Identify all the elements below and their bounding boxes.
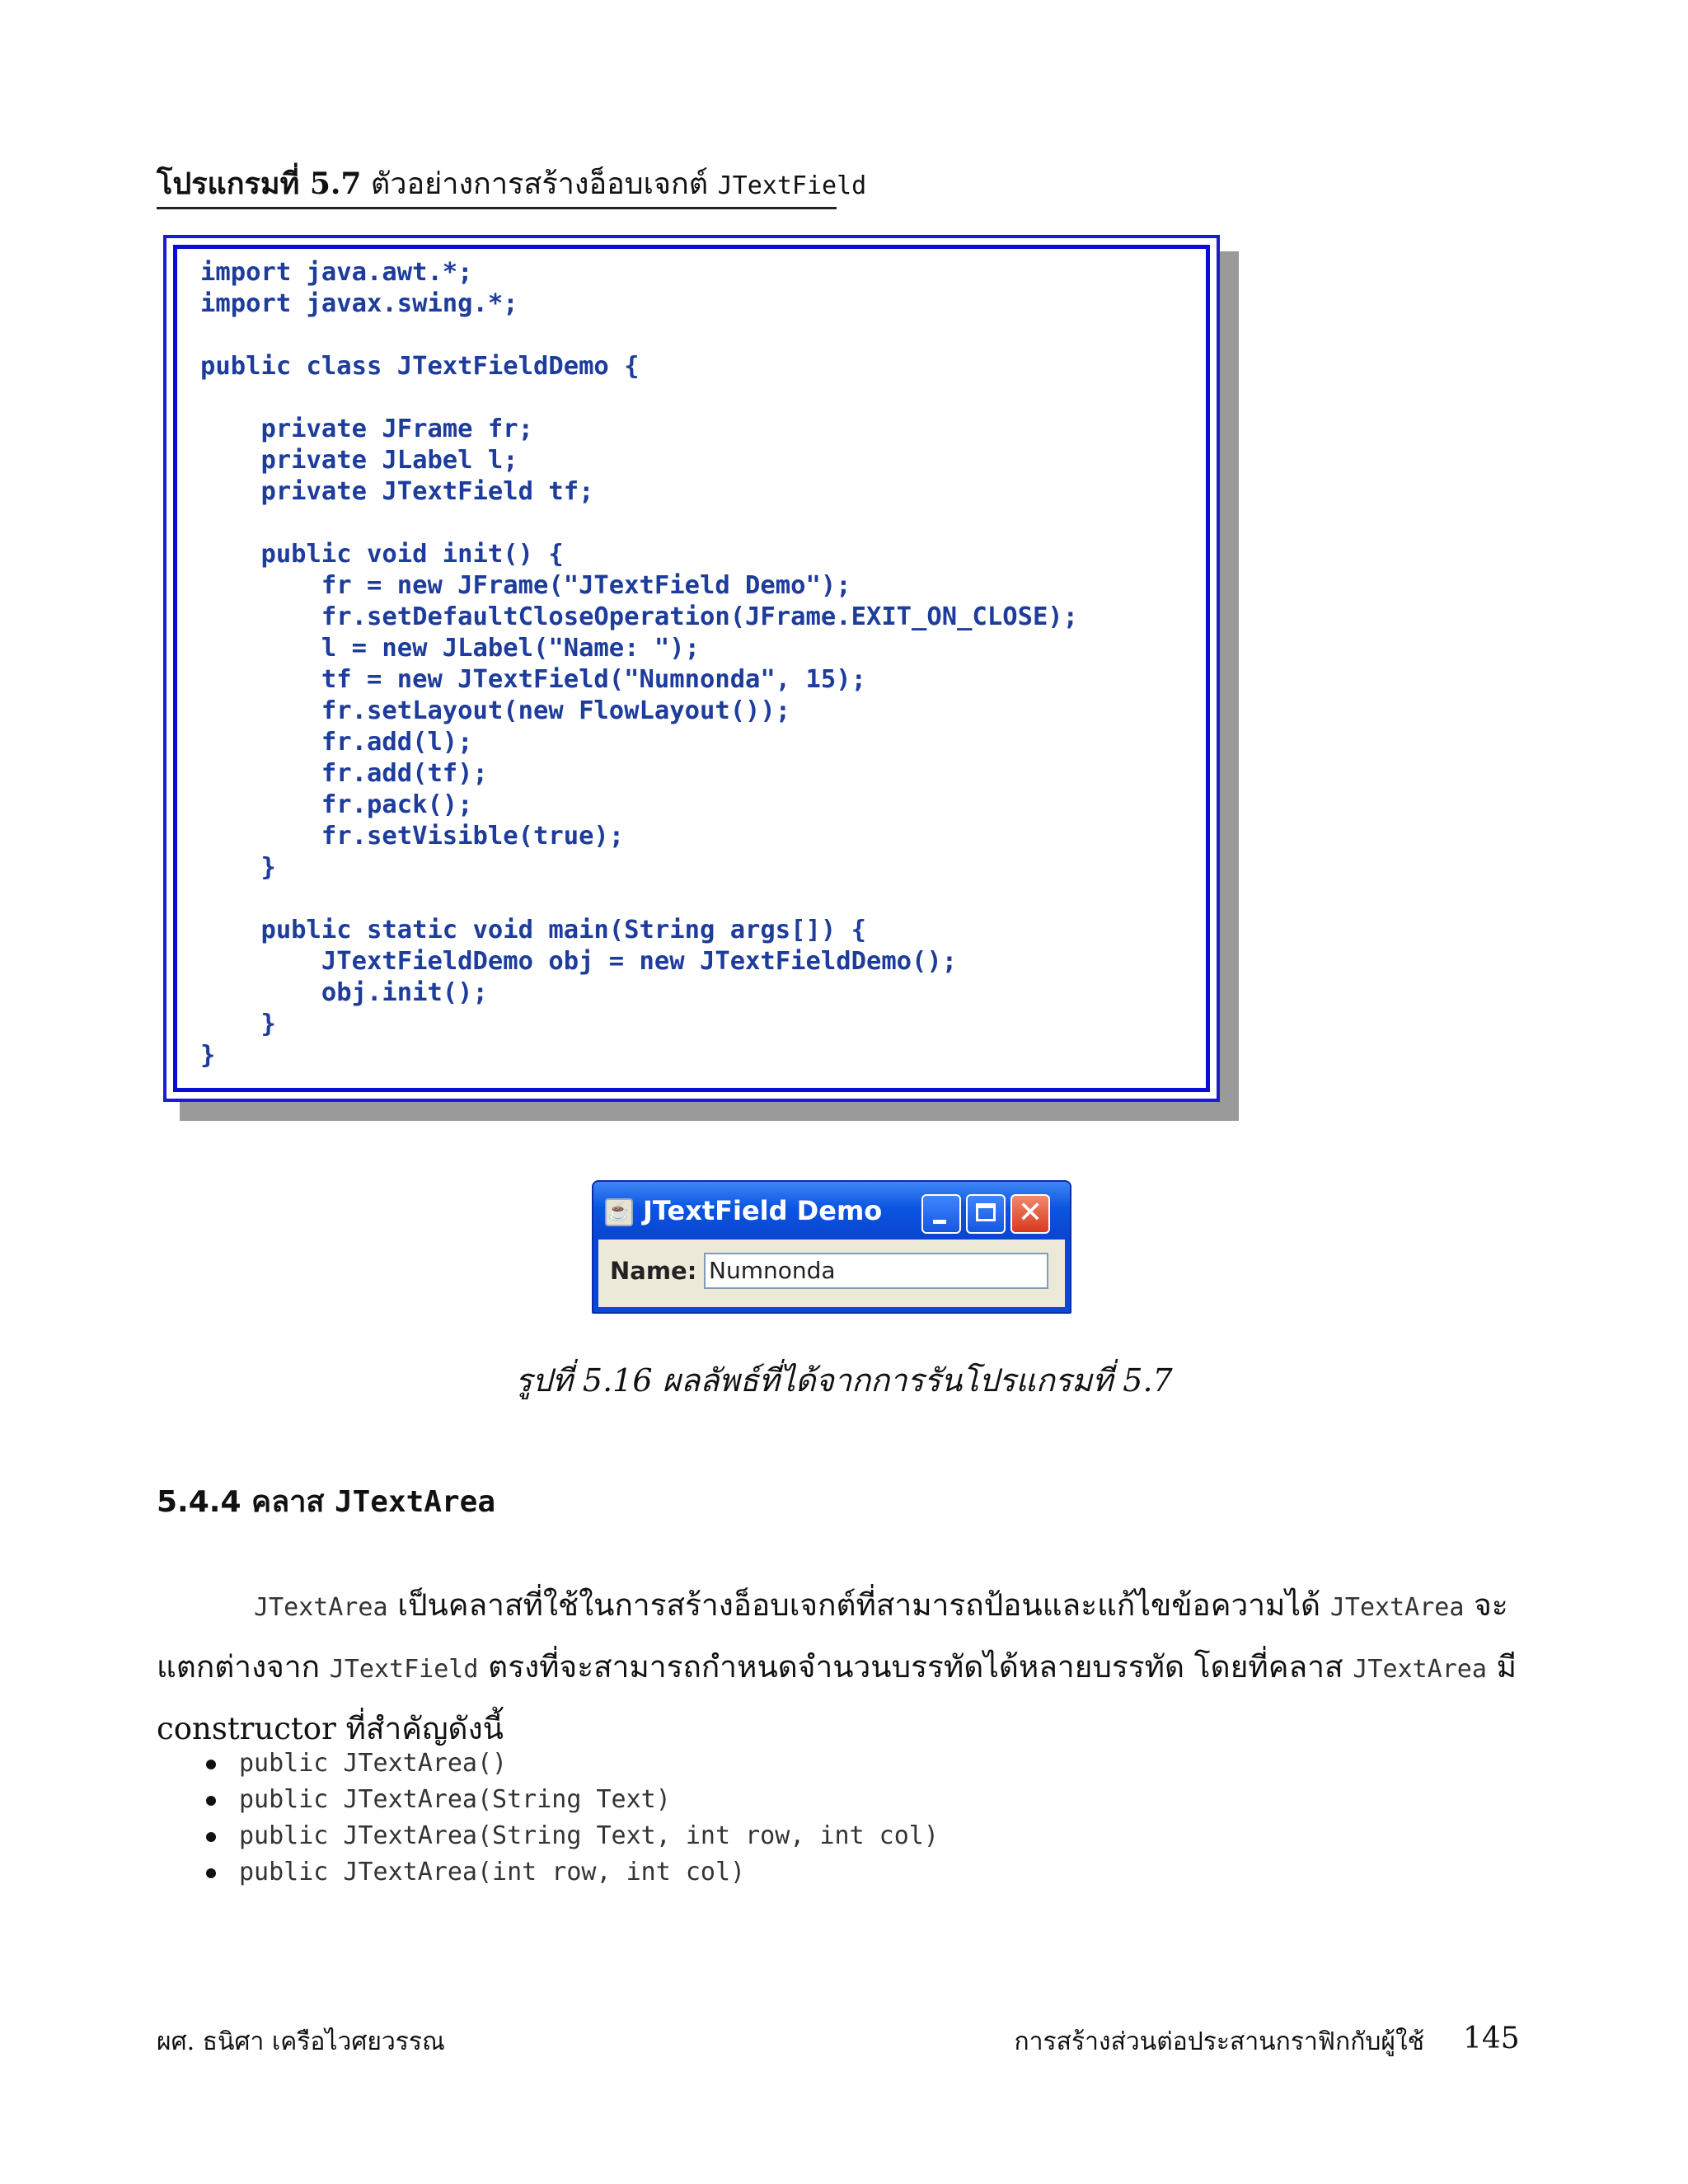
code-term: JTextArea bbox=[1329, 1593, 1465, 1622]
list-item: public JTextArea() bbox=[206, 1746, 939, 1782]
code-term: JTextField bbox=[329, 1655, 479, 1684]
minimize-button[interactable] bbox=[921, 1194, 961, 1234]
section-heading bbox=[157, 1482, 495, 1523]
constructor-list bbox=[206, 1746, 939, 1891]
paragraph-text: จะแตกต่างจาก bbox=[157, 1587, 1508, 1685]
section-class-name: JTextArea bbox=[334, 1485, 496, 1519]
page-number: 145 bbox=[1463, 2022, 1520, 2055]
list-item: public JTextArea(int row, int col) bbox=[206, 1854, 939, 1891]
code-listing-frame bbox=[173, 245, 1210, 1092]
paragraph-text: ตรงที่จะสามารถกำหนดจำนวนบรรทัดได้หลายบรรทัด โดยที่คลาส bbox=[478, 1649, 1353, 1685]
window-titlebar[interactable] bbox=[593, 1182, 1070, 1240]
section-word: คลาส bbox=[251, 1485, 325, 1519]
footer-chapter: การสร้างส่วนต่อประสานกราฟิกกับผู้ใช้ bbox=[1014, 2027, 1424, 2056]
code-listing: import java.awt.*; import javax.swing.*; public class JTextFieldDemo { private JFrame fr; private JLabel l; private JTextField tf; public void init() { fr = new JFrame("JTextField Demo"); fr.setDefaultCloseOperation(JFrame.EXIT_ON_CLOSE); l = new JLabel("Name: "); tf = new JTextField("Numnonda", 15); fr.setLayout(new FlowLayout()); fr.add(l); fr.add(tf); fr.pack(); fr.setVisible(true); } public static void main(String args[]) { JTextFieldDemo obj = new JTextFieldDemo(); obj.init(); } } bbox=[200, 258, 1079, 1070]
java-cup-icon: ☕ bbox=[605, 1198, 633, 1226]
paragraph-text: มี constructor ที่สำคัญดังนี้ bbox=[157, 1649, 1517, 1746]
name-text-field[interactable]: Numnonda bbox=[704, 1253, 1048, 1289]
program-caption-text: ตัวอย่างการสร้างอ็อบเจกต์ bbox=[361, 167, 718, 201]
code-term: JTextArea bbox=[1353, 1655, 1487, 1684]
window-content bbox=[598, 1240, 1065, 1307]
code-term: JTextArea bbox=[254, 1593, 388, 1622]
footer-author: ผศ. ธนิศา เครือไวศยวรรณ bbox=[157, 2027, 445, 2056]
program-caption bbox=[157, 163, 867, 209]
close-button[interactable] bbox=[1010, 1194, 1050, 1234]
list-item: public JTextArea(String Text, int row, int col) bbox=[206, 1818, 939, 1854]
code-listing-box bbox=[163, 235, 1220, 1102]
program-caption-number: โปรแกรมที่ 5.7 bbox=[157, 166, 362, 201]
body-paragraph bbox=[157, 1576, 1525, 1759]
name-label: Name: bbox=[610, 1257, 697, 1285]
program-caption-class: JTextField bbox=[717, 171, 867, 200]
demo-window bbox=[592, 1180, 1071, 1314]
close-icon: ✕ bbox=[1017, 1196, 1043, 1230]
window-title: JTextField Demo bbox=[643, 1195, 883, 1226]
figure-caption: รูปที่ 5.16 ผลลัพธ์ที่ได้จากการรันโปรแกรมที่ 5.7 bbox=[515, 1362, 1173, 1399]
maximize-button[interactable] bbox=[966, 1194, 1006, 1234]
paragraph-text: เป็นคลาสที่ใช้ในการสร้างอ็อบเจกต์ที่สามารถป้อนและแก้ไขข้อความได้ bbox=[387, 1587, 1330, 1623]
maximize-icon bbox=[976, 1203, 996, 1221]
minimize-icon bbox=[933, 1220, 946, 1224]
list-item: public JTextArea(String Text) bbox=[206, 1782, 939, 1818]
section-number: 5.4.4 bbox=[157, 1485, 241, 1519]
